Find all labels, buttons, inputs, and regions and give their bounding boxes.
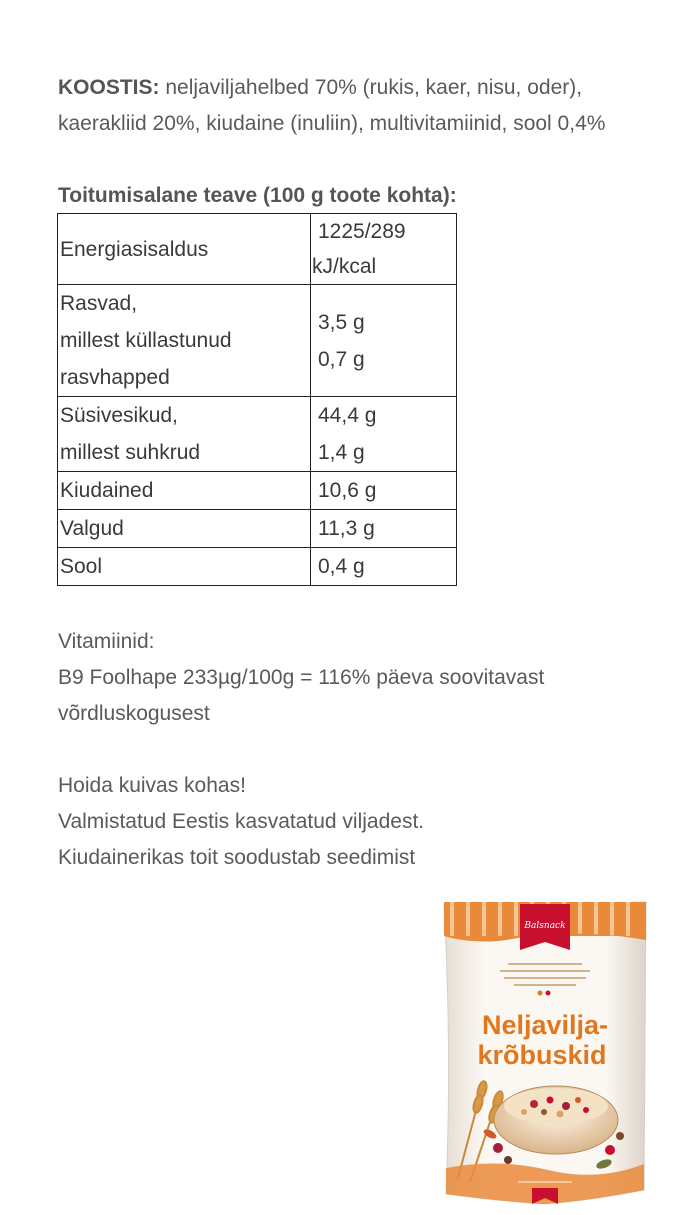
row-energy-name: Energiasisaldus [58,214,311,285]
table-row [58,214,457,285]
row-salt-value: 0,4 g [311,548,457,586]
row-fiber-name: Kiudained [58,472,311,510]
row-carbs-name: Süsivesikud, millest suhkrud [58,397,311,472]
product-name-line-1: Neljavilja- [481,1010,609,1040]
row-fat-value: 3,5 g 0,7 g [311,285,457,397]
row-fiber-value: 10,6 g [311,472,457,510]
composition-line-2: kaerakliid 20%, kiudaine (inuliin), multivitamiinid, sool 0,4% [58,112,606,135]
row-carbs-value: 44,4 g 1,4 g [311,397,457,472]
table-row [58,397,457,472]
table-row [58,548,457,586]
vitamins-heading: Vitamiinid: [58,630,155,653]
composition-text-1: neljaviljahelbed 70% (rukis, kaer, nisu, oder), [159,76,583,99]
table-row [58,285,457,397]
row-protein-value: 11,3 g [311,510,457,548]
table-row [58,472,457,510]
brand-logo: Balsnack [524,921,566,931]
row-protein-name: Valgud [58,510,311,548]
vitamins-line-2: võrdluskogusest [58,702,210,725]
vitamins-line-1: B9 Foolhape 233µg/100g = 116% päeva soovitavast [58,666,545,689]
table-row [58,510,457,548]
composition-line-1 [58,73,582,103]
note-fiber: Kiudainerikas toit soodustab seedimist [58,846,416,869]
row-salt-name: Sool [58,548,311,586]
row-energy-value: 1225/289 kJ/kcal [311,214,457,285]
product-name-line-2: krõbuskid [477,1040,607,1070]
row-fat-name: Rasvad, millest küllastunud rasvhapped [58,285,311,397]
note-storage: Hoida kuivas kohas! [58,774,246,797]
composition-label: KOOSTIS: [58,76,160,99]
note-origin: Valmistatud Eestis kasvatatud viljadest. [58,810,425,833]
nutrition-title: Toitumisalane teave (100 g toote kohta): [58,184,457,207]
product-package-image [438,898,652,1205]
nutrition-table [57,213,457,586]
